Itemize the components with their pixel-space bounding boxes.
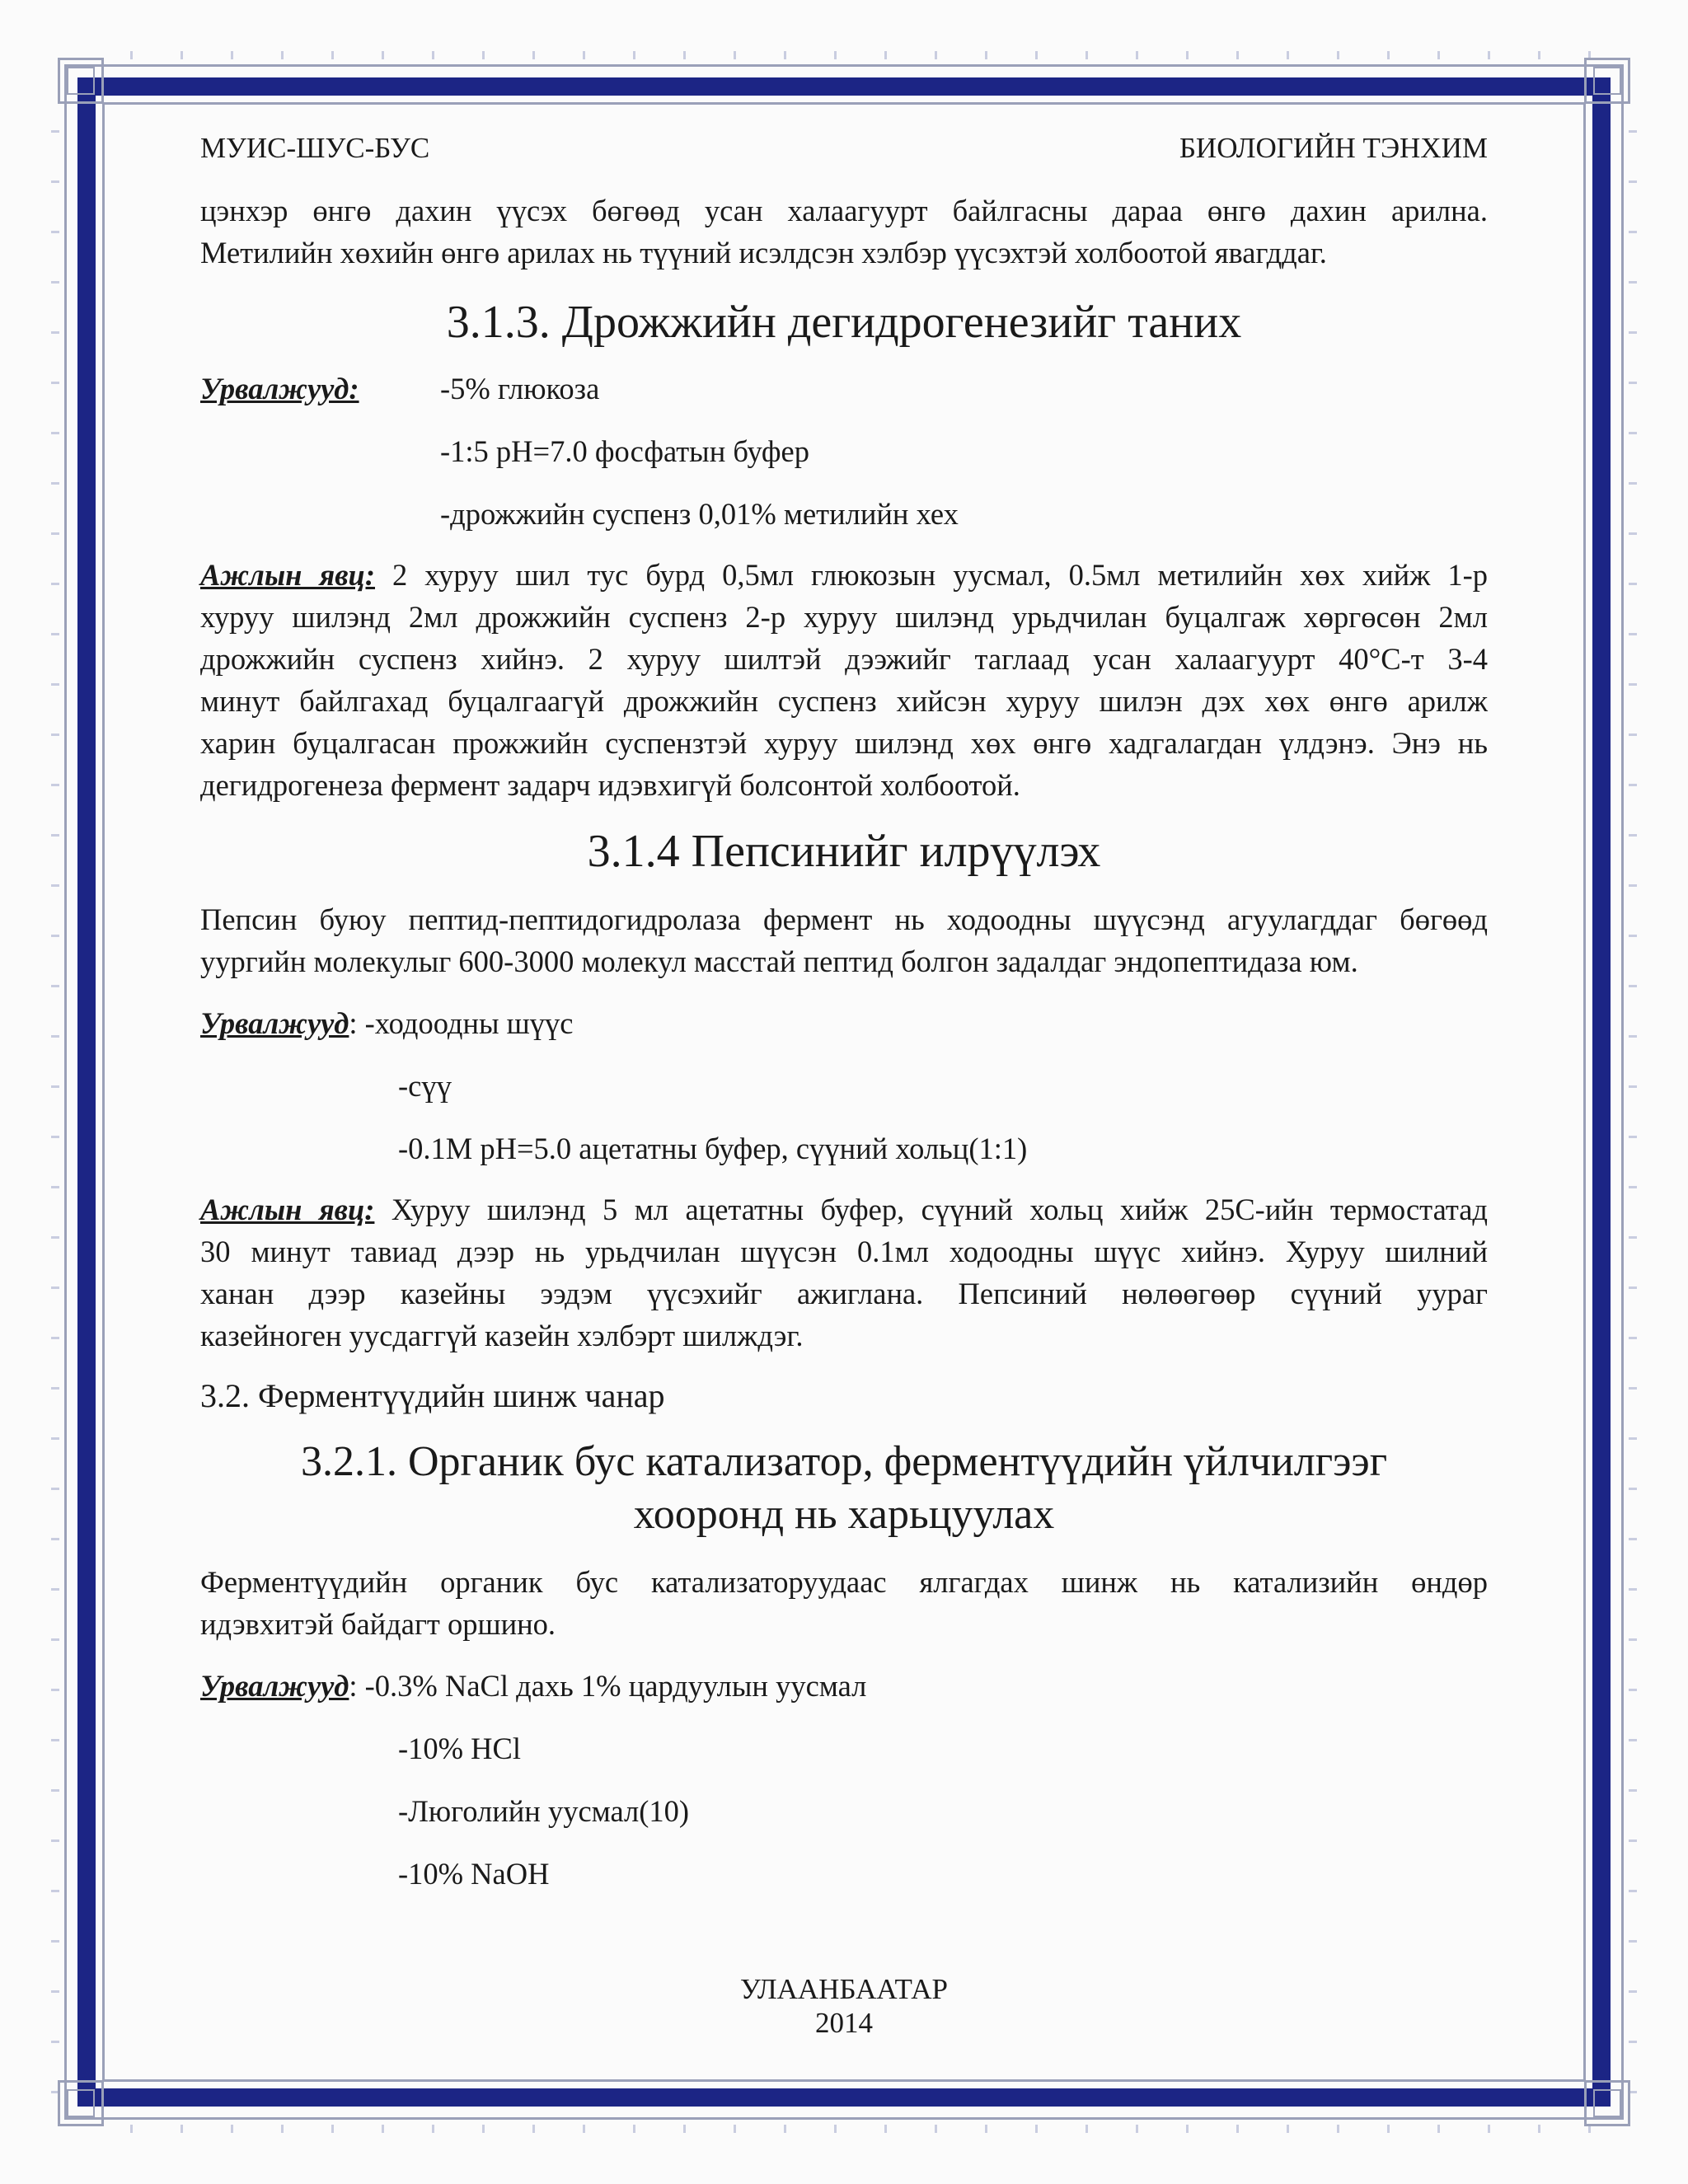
header-left: МУИС-ШУС-БУС — [200, 132, 430, 164]
materials-label: Урвалжууд: — [200, 372, 359, 405]
subsection-title: 3.2. Ферментүүдийн шинж чанар — [200, 1377, 665, 1414]
footer-year: 2014 — [815, 2007, 873, 2039]
border-corner-top-right — [1584, 58, 1630, 104]
materials-label: Урвалжууд — [200, 1006, 349, 1040]
procedure-paragraph — [200, 554, 1488, 806]
procedure-line: Хуруу шилэнд 5 мл ацетатны буфер, сүүний хольц хийж 25С-ийн термостатад — [374, 1193, 1488, 1226]
header-right: БИОЛОГИЙН ТЭНХИМ — [1179, 132, 1488, 164]
desc-line: уургийн молекулыг 600-3000 молекул масстай пептид болгон задалдаг эндопептидаза юм. — [200, 944, 1358, 978]
footer-city: УЛААНБААТАР — [740, 1973, 948, 2005]
intro-line: цэнхэр өнгө дахин үүсэх бөгөөд усан халаагуурт байлгасны дараа өнгө дахин арилна. — [200, 194, 1488, 227]
materials-item: : -ходоодны шүүс — [349, 1006, 574, 1040]
section-title: 3.1.4 Пепсинийг илрүүлэх — [587, 826, 1101, 877]
materials-row — [200, 1002, 1488, 1065]
desc-line: Ферментүүдийн органик бус катализаторуудаас ялгагдах шинж нь катализийн өндөр — [200, 1565, 1488, 1599]
desc-line: Пепсин буюу пептид-пептидогидролаза фермент нь ходоодны шүүсэнд агуулагддаг бөгөөд — [200, 902, 1488, 936]
procedure-line: харин буцалгасан прожжийн суспензтэй хуруу шилэнд хөх өнгө хадгалагдан үлдэнэ. Энэ нь — [200, 726, 1488, 760]
border-ticks-right — [1629, 82, 1637, 2102]
procedure-line: минут байлгахад буцалгаагүй дрожжийн суспенз хийсэн хуруу шилэн дэх хөх өнгө арилж — [200, 684, 1488, 718]
materials-item: -дрожжийн суспенз 0,01% метилийн хех — [440, 497, 959, 531]
procedure-line: 30 минут тавиад дээр нь урьдчилан шүүсэн 0.1мл ходоодны шүүс хийнэ. Хуруу шилний — [200, 1235, 1488, 1268]
materials-item: : -0.3% NaCl дахь 1% цардуулын уусмал — [349, 1669, 867, 1703]
running-header — [200, 132, 1488, 165]
materials-item: -5% глюкоза — [440, 372, 600, 405]
procedure-label: Ажлын явц: — [200, 1193, 375, 1226]
materials-label: Урвалжууд — [200, 1669, 349, 1703]
procedure-line: хуруу шилэнд 2мл дрожжийн суспенз 2-р хуруу шилэнд урьдчилан буцалгаж хөргөсөн 2мл — [200, 600, 1488, 634]
materials-item: -0.1M pH=5.0 ацетатны буфер, сүүний хольц(1:1) — [398, 1132, 1028, 1165]
materials-row — [200, 368, 1488, 430]
border-ticks-top — [82, 51, 1606, 59]
procedure-line: дрожжийн суспенз хийнэ. 2 хуруу шилтэй дээжийг таглаад усан халаагуурт 40°С-т 3-4 — [200, 642, 1488, 676]
section-title-line: хооронд нь харьцуулах — [633, 1491, 1055, 1538]
procedure-line: ханан дээр казейны ээдэм үүсэхийг ажиглана. Пепсиний нөлөөгөөр сүүний уураг — [200, 1277, 1488, 1310]
intro-line: Метилийн хөхийн өнгө арилах нь түүний исэлдсэн хэлбэр үүсэхтэй холбоотой явагддаг. — [200, 236, 1327, 269]
border-corner-bottom-left — [58, 2080, 104, 2126]
procedure-paragraph — [200, 1188, 1488, 1357]
materials-row — [200, 1665, 1488, 1727]
border-corner-bottom-right — [1584, 2080, 1630, 2126]
procedure-line: 2 хуруу шил тус бурд 0,5мл глюкозын уусмал, 0.5мл метилийн хөх хийж 1-р — [374, 558, 1489, 592]
section-title: 3.1.3. Дрожжийн дегидрогенезийг таних — [446, 297, 1242, 348]
page-content — [200, 132, 1488, 1915]
desc-line: идэвхитэй байдагт оршино. — [200, 1607, 556, 1641]
border-corner-top-left — [58, 58, 104, 104]
materials-item: -10% HCl — [398, 1732, 522, 1765]
border-ticks-left — [51, 82, 59, 2102]
border-ticks-bottom — [82, 2125, 1606, 2133]
procedure-line: дегидрогенеза фермент задарч идэвхигүй болсонтой холбоотой. — [200, 768, 1020, 802]
materials-item: -10% NaOH — [398, 1857, 550, 1891]
procedure-label: Ажлын явц: — [200, 558, 375, 592]
materials-item: -Люголийн уусмал(10) — [398, 1794, 690, 1828]
procedure-line: казейноген уусдаггүй казейн хэлбэрт шилждэг. — [200, 1319, 804, 1352]
materials-item: -сүү — [398, 1069, 452, 1103]
materials-item: -1:5 pH=7.0 фосфатын буфер — [440, 434, 809, 468]
section-title-line: 3.2.1. Органик бус катализатор, ферментүүдийн үйлчилгээг — [300, 1438, 1388, 1485]
